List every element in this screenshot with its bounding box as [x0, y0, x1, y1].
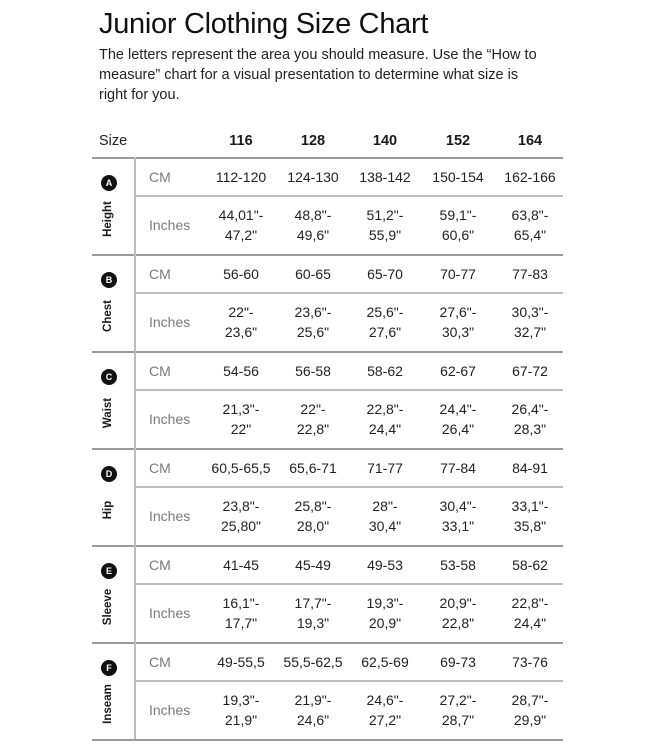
cm-value: 124-130	[287, 169, 339, 185]
inches-value-to: 26,4"	[441, 420, 475, 437]
inches-value-from: 22,8"-	[366, 400, 404, 417]
inches-value-to: 35,8"	[513, 517, 547, 534]
inches-value-from: 22,8"-	[511, 594, 549, 611]
inches-value-from: 22"-	[228, 303, 254, 320]
inches-value-from: 19,3"-	[222, 691, 260, 708]
cm-value: 60,5-65,5	[211, 460, 271, 476]
inches-value-from: 59,1"-	[439, 206, 477, 223]
cm-value: 150-154	[432, 169, 484, 185]
inches-value-from: 22"-	[300, 400, 326, 417]
size-header-140: 140	[372, 133, 398, 149]
inches-value	[349, 593, 421, 633]
group-label-hip: Hip	[102, 500, 114, 520]
inches-value-to: 24,4"	[513, 614, 547, 631]
inches-value	[422, 302, 494, 342]
inches-value	[422, 496, 494, 536]
inches-value-to: 28,7"	[441, 711, 475, 728]
cm-value: 41-45	[223, 557, 259, 573]
unit-label-inches: Inches	[149, 604, 191, 621]
cm-value: 112-120	[215, 169, 267, 185]
group-divider	[92, 351, 563, 353]
inches-value	[205, 496, 277, 536]
inches-value	[205, 205, 277, 245]
cm-value: 70-77	[440, 266, 476, 282]
cm-value: 56-60	[223, 266, 259, 282]
inches-value	[422, 593, 494, 633]
inches-value	[349, 399, 421, 439]
inches-value-to: 49,6"	[296, 226, 330, 243]
inches-value	[205, 302, 277, 342]
inches-value	[349, 302, 421, 342]
inches-value-from: 24,6"-	[366, 691, 404, 708]
group-divider-vertical	[134, 254, 136, 351]
unit-label-inches: Inches	[149, 410, 191, 427]
inches-value-from: 24,4"-	[439, 400, 477, 417]
size-header-164: 164	[517, 133, 543, 149]
inches-value-to: 22,8"	[441, 614, 475, 631]
cm-value: 49-53	[367, 557, 403, 573]
inches-value	[422, 399, 494, 439]
inches-value-from: 27,2"-	[439, 691, 477, 708]
inches-value	[277, 205, 349, 245]
inches-value-to: 21,9"	[224, 711, 258, 728]
row-divider	[135, 195, 563, 197]
cm-value: 58-62	[367, 363, 403, 379]
inches-value	[349, 205, 421, 245]
cm-value: 60-65	[295, 266, 331, 282]
inches-value	[494, 496, 566, 536]
row-divider	[135, 292, 563, 294]
inches-value-from: 23,6"-	[294, 303, 332, 320]
group-badge-e: E	[101, 563, 117, 579]
cm-value: 69-73	[440, 654, 476, 670]
inches-value-to: 17,7"	[224, 614, 258, 631]
inches-value	[494, 399, 566, 439]
inches-value-to: 33,1"	[441, 517, 475, 534]
size-header-152: 152	[445, 133, 471, 149]
group-badge-c: C	[101, 369, 117, 385]
unit-label-inches: Inches	[149, 313, 191, 330]
cm-value: 84-91	[512, 460, 548, 476]
unit-label-cm: CM	[149, 266, 171, 282]
group-divider-vertical	[134, 448, 136, 545]
size-header-116: 116	[229, 133, 253, 149]
inches-value	[277, 302, 349, 342]
inches-value-to: 32,7"	[513, 323, 547, 340]
cm-value: 65-70	[367, 266, 403, 282]
page-description: The letters represent the area you should measure. Use the “How to measure” chart for a visual presentation to determine what size is right for you.	[99, 47, 537, 103]
inches-value-from: 28,7"-	[511, 691, 549, 708]
cm-value: 73-76	[512, 654, 548, 670]
inches-value	[205, 690, 277, 730]
group-divider-vertical	[134, 545, 136, 642]
inches-value-from: 27,6"-	[439, 303, 477, 320]
cm-value: 138-142	[359, 169, 411, 185]
inches-value	[205, 399, 277, 439]
inches-value-to: 60,6"	[441, 226, 475, 243]
unit-label-inches: Inches	[149, 216, 191, 233]
group-label-sleeve: Sleeve	[102, 588, 114, 626]
group-badge-d: D	[101, 466, 117, 482]
inches-value	[277, 593, 349, 633]
inches-value-to: 28,3"	[513, 420, 547, 437]
inches-value-to: 30,4"	[368, 517, 402, 534]
inches-value	[349, 690, 421, 730]
group-divider	[92, 448, 563, 450]
page-title: Junior Clothing Size Chart	[99, 8, 429, 40]
inches-value-to: 27,2"	[368, 711, 402, 728]
inches-value-from: 16,1"-	[222, 594, 260, 611]
inches-value-from: 26,4"-	[511, 400, 549, 417]
unit-label-cm: CM	[149, 460, 171, 476]
cm-value: 55,5-62,5	[283, 654, 343, 670]
cm-value: 162-166	[504, 169, 556, 185]
group-divider-vertical	[134, 642, 136, 739]
inches-value-to: 25,80"	[220, 517, 261, 534]
cm-value: 71-77	[367, 460, 403, 476]
group-divider-vertical	[134, 351, 136, 448]
cm-value: 53-58	[440, 557, 476, 573]
inches-value-to: 30,3"	[441, 323, 475, 340]
inches-value-to: 23,6"	[224, 323, 258, 340]
group-label-chest: Chest	[102, 300, 114, 332]
group-divider	[92, 254, 563, 256]
cm-value: 49-55,5	[217, 654, 265, 670]
group-badge-a: A	[101, 175, 117, 191]
cm-value: 65,6-71	[289, 460, 337, 476]
inches-value	[205, 593, 277, 633]
inches-value-from: 23,8"-	[222, 497, 260, 514]
inches-value	[277, 399, 349, 439]
group-divider	[92, 642, 563, 644]
inches-value-from: 21,3"-	[222, 400, 260, 417]
group-badge-b: B	[101, 272, 117, 288]
inches-value-to: 55,9"	[368, 226, 402, 243]
group-divider	[92, 739, 563, 741]
row-divider	[135, 583, 563, 585]
inches-value-from: 21,9"-	[294, 691, 332, 708]
inches-value	[422, 205, 494, 245]
cm-value: 77-84	[440, 460, 476, 476]
cm-value: 54-56	[223, 363, 259, 379]
inches-value-to: 65,4"	[513, 226, 547, 243]
inches-value	[494, 593, 566, 633]
inches-value-to: 24,6"	[296, 711, 330, 728]
cm-value: 77-83	[512, 266, 548, 282]
row-divider	[135, 486, 563, 488]
inches-value-to: 22,8"	[296, 420, 330, 437]
inches-value-from: 17,7"-	[294, 594, 332, 611]
inches-value-to: 24,4"	[368, 420, 402, 437]
group-label-waist: Waist	[102, 397, 114, 429]
cm-value: 67-72	[512, 363, 548, 379]
inches-value	[494, 205, 566, 245]
size-header-label: Size	[99, 133, 128, 149]
inches-value-from: 30,3"-	[511, 303, 549, 320]
inches-value-from: 51,2"-	[366, 206, 404, 223]
unit-label-cm: CM	[149, 363, 171, 379]
row-divider	[135, 389, 563, 391]
unit-label-cm: CM	[149, 557, 171, 573]
group-divider	[92, 545, 563, 547]
inches-value-from: 30,4"-	[439, 497, 477, 514]
inches-value-to: 47,2"	[224, 226, 258, 243]
unit-label-inches: Inches	[149, 507, 191, 524]
inches-value-to: 28,0"	[296, 517, 330, 534]
unit-label-cm: CM	[149, 654, 171, 670]
inches-value-from: 63,8"-	[511, 206, 549, 223]
inches-value-to: 19,3"	[296, 614, 330, 631]
inches-value	[349, 496, 421, 536]
unit-label-inches: Inches	[149, 701, 191, 718]
inches-value-from: 19,3"-	[366, 594, 404, 611]
inches-value-from: 28"-	[372, 497, 398, 514]
inches-value	[494, 690, 566, 730]
inches-value-from: 25,6"-	[366, 303, 404, 320]
inches-value-to: 20,9"	[368, 614, 402, 631]
unit-label-cm: CM	[149, 169, 171, 185]
inches-value	[422, 690, 494, 730]
cm-value: 58-62	[512, 557, 548, 573]
group-label-height: Height	[102, 201, 114, 237]
inches-value-to: 29,9"	[513, 711, 547, 728]
inches-value	[277, 690, 349, 730]
group-label-inseam: Inseam	[102, 684, 114, 724]
cm-value: 45-49	[295, 557, 331, 573]
inches-value-to: 27,6"	[368, 323, 402, 340]
group-divider-vertical	[134, 157, 136, 254]
inches-value-from: 48,8"-	[294, 206, 332, 223]
inches-value-from: 20,9"-	[439, 594, 477, 611]
inches-value	[277, 496, 349, 536]
cm-value: 62,5-69	[361, 654, 409, 670]
cm-value: 56-58	[295, 363, 331, 379]
inches-value-from: 44,01"-	[218, 206, 264, 223]
cm-value: 62-67	[440, 363, 476, 379]
inches-value-to: 25,6"	[296, 323, 330, 340]
inches-value-to: 22"	[230, 420, 252, 437]
inches-value	[494, 302, 566, 342]
inches-value-from: 25,8"-	[294, 497, 332, 514]
group-badge-f: F	[101, 660, 117, 676]
size-header-128: 128	[300, 133, 326, 149]
inches-value-from: 33,1"-	[511, 497, 549, 514]
row-divider	[135, 680, 563, 682]
header-divider	[92, 157, 563, 159]
